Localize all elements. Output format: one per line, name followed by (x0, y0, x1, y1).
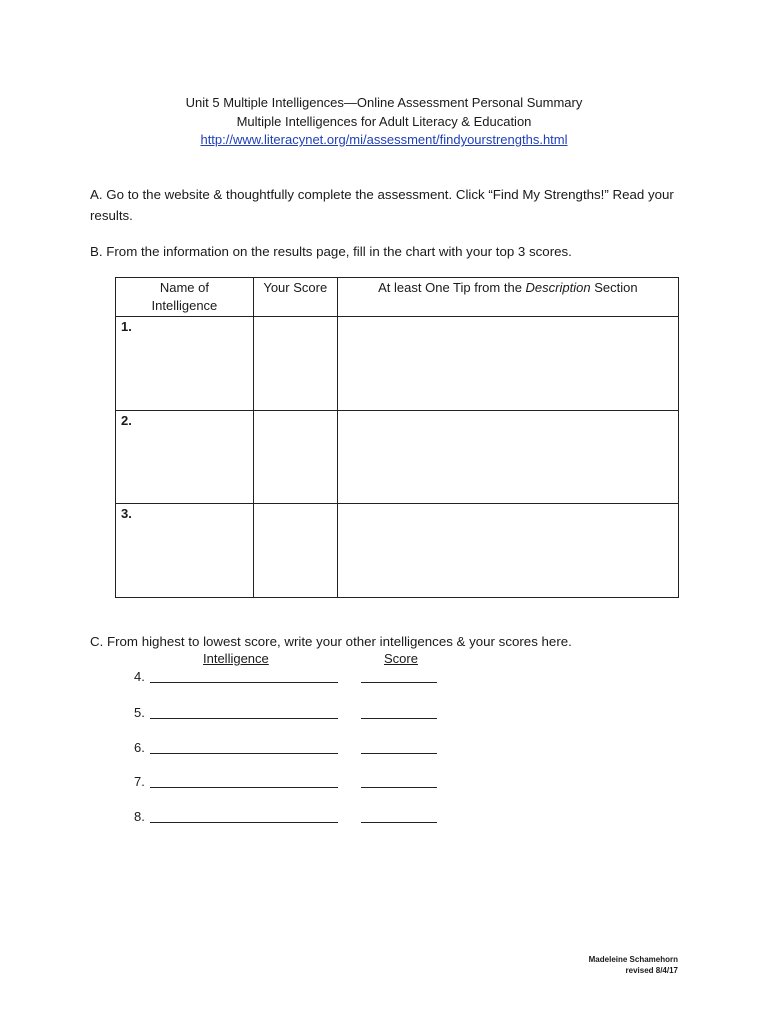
intelligence-blank[interactable] (150, 718, 338, 719)
score-blank[interactable] (361, 822, 437, 823)
instruction-c: C. From highest to lowest score, write your other intelligences & your scores here. (90, 634, 572, 649)
subtitle-line: Multiple Intelligences for Adult Literacy & Education (236, 113, 532, 129)
score-blank[interactable] (361, 718, 437, 719)
table-row (116, 317, 679, 411)
list-number: 4. (134, 669, 145, 684)
score-cell[interactable] (253, 504, 337, 598)
intelligence-blank[interactable] (150, 787, 338, 788)
column-heading-score: Score (384, 651, 418, 666)
column-heading-intelligence: Intelligence (203, 651, 269, 666)
header-name-of-intelligence: Name of Intelligence (116, 278, 254, 317)
score-cell[interactable] (253, 411, 337, 504)
intelligence-blank[interactable] (150, 753, 338, 754)
list-number: 6. (134, 740, 145, 755)
header-your-score: Your Score (253, 278, 337, 317)
score-cell[interactable] (253, 317, 337, 411)
score-blank[interactable] (361, 682, 437, 683)
tip-cell[interactable] (337, 504, 678, 598)
table-row (116, 504, 679, 598)
row-number-cell[interactable]: 1. (116, 317, 254, 411)
author-name: Madeleine Schamehorn (588, 955, 678, 964)
intelligence-blank[interactable] (150, 682, 338, 683)
top-scores-table (115, 277, 679, 598)
table-row (116, 411, 679, 504)
row-number-cell[interactable]: 3. (116, 504, 254, 598)
title-line: Unit 5 Multiple Intelligences—Online Assessment Personal Summary (185, 95, 583, 110)
footer-credit (589, 954, 678, 976)
tip-cell[interactable] (337, 411, 678, 504)
list-number: 5. (134, 705, 145, 720)
intelligence-blank[interactable] (150, 822, 338, 823)
instruction-a: A. Go to the website & thoughtfully complete the assessment. Click “Find My Strengths!” Read your results. (90, 187, 674, 223)
score-blank[interactable] (361, 787, 437, 788)
table-header-row (116, 278, 679, 317)
list-number: 7. (134, 774, 145, 789)
list-number: 8. (134, 809, 145, 824)
assessment-link[interactable]: http://www.literacynet.org/mi/assessment/findyourstrengths.html (200, 132, 568, 147)
header-tip: At least One Tip from the Description Section (337, 278, 678, 317)
row-number-cell[interactable]: 2. (116, 411, 254, 504)
instruction-b: B. From the information on the results page, fill in the chart with your top 3 scores. (90, 244, 572, 259)
document-header (0, 94, 768, 150)
revision-date: revised 8/4/17 (625, 966, 678, 975)
tip-cell[interactable] (337, 317, 678, 411)
score-blank[interactable] (361, 753, 437, 754)
